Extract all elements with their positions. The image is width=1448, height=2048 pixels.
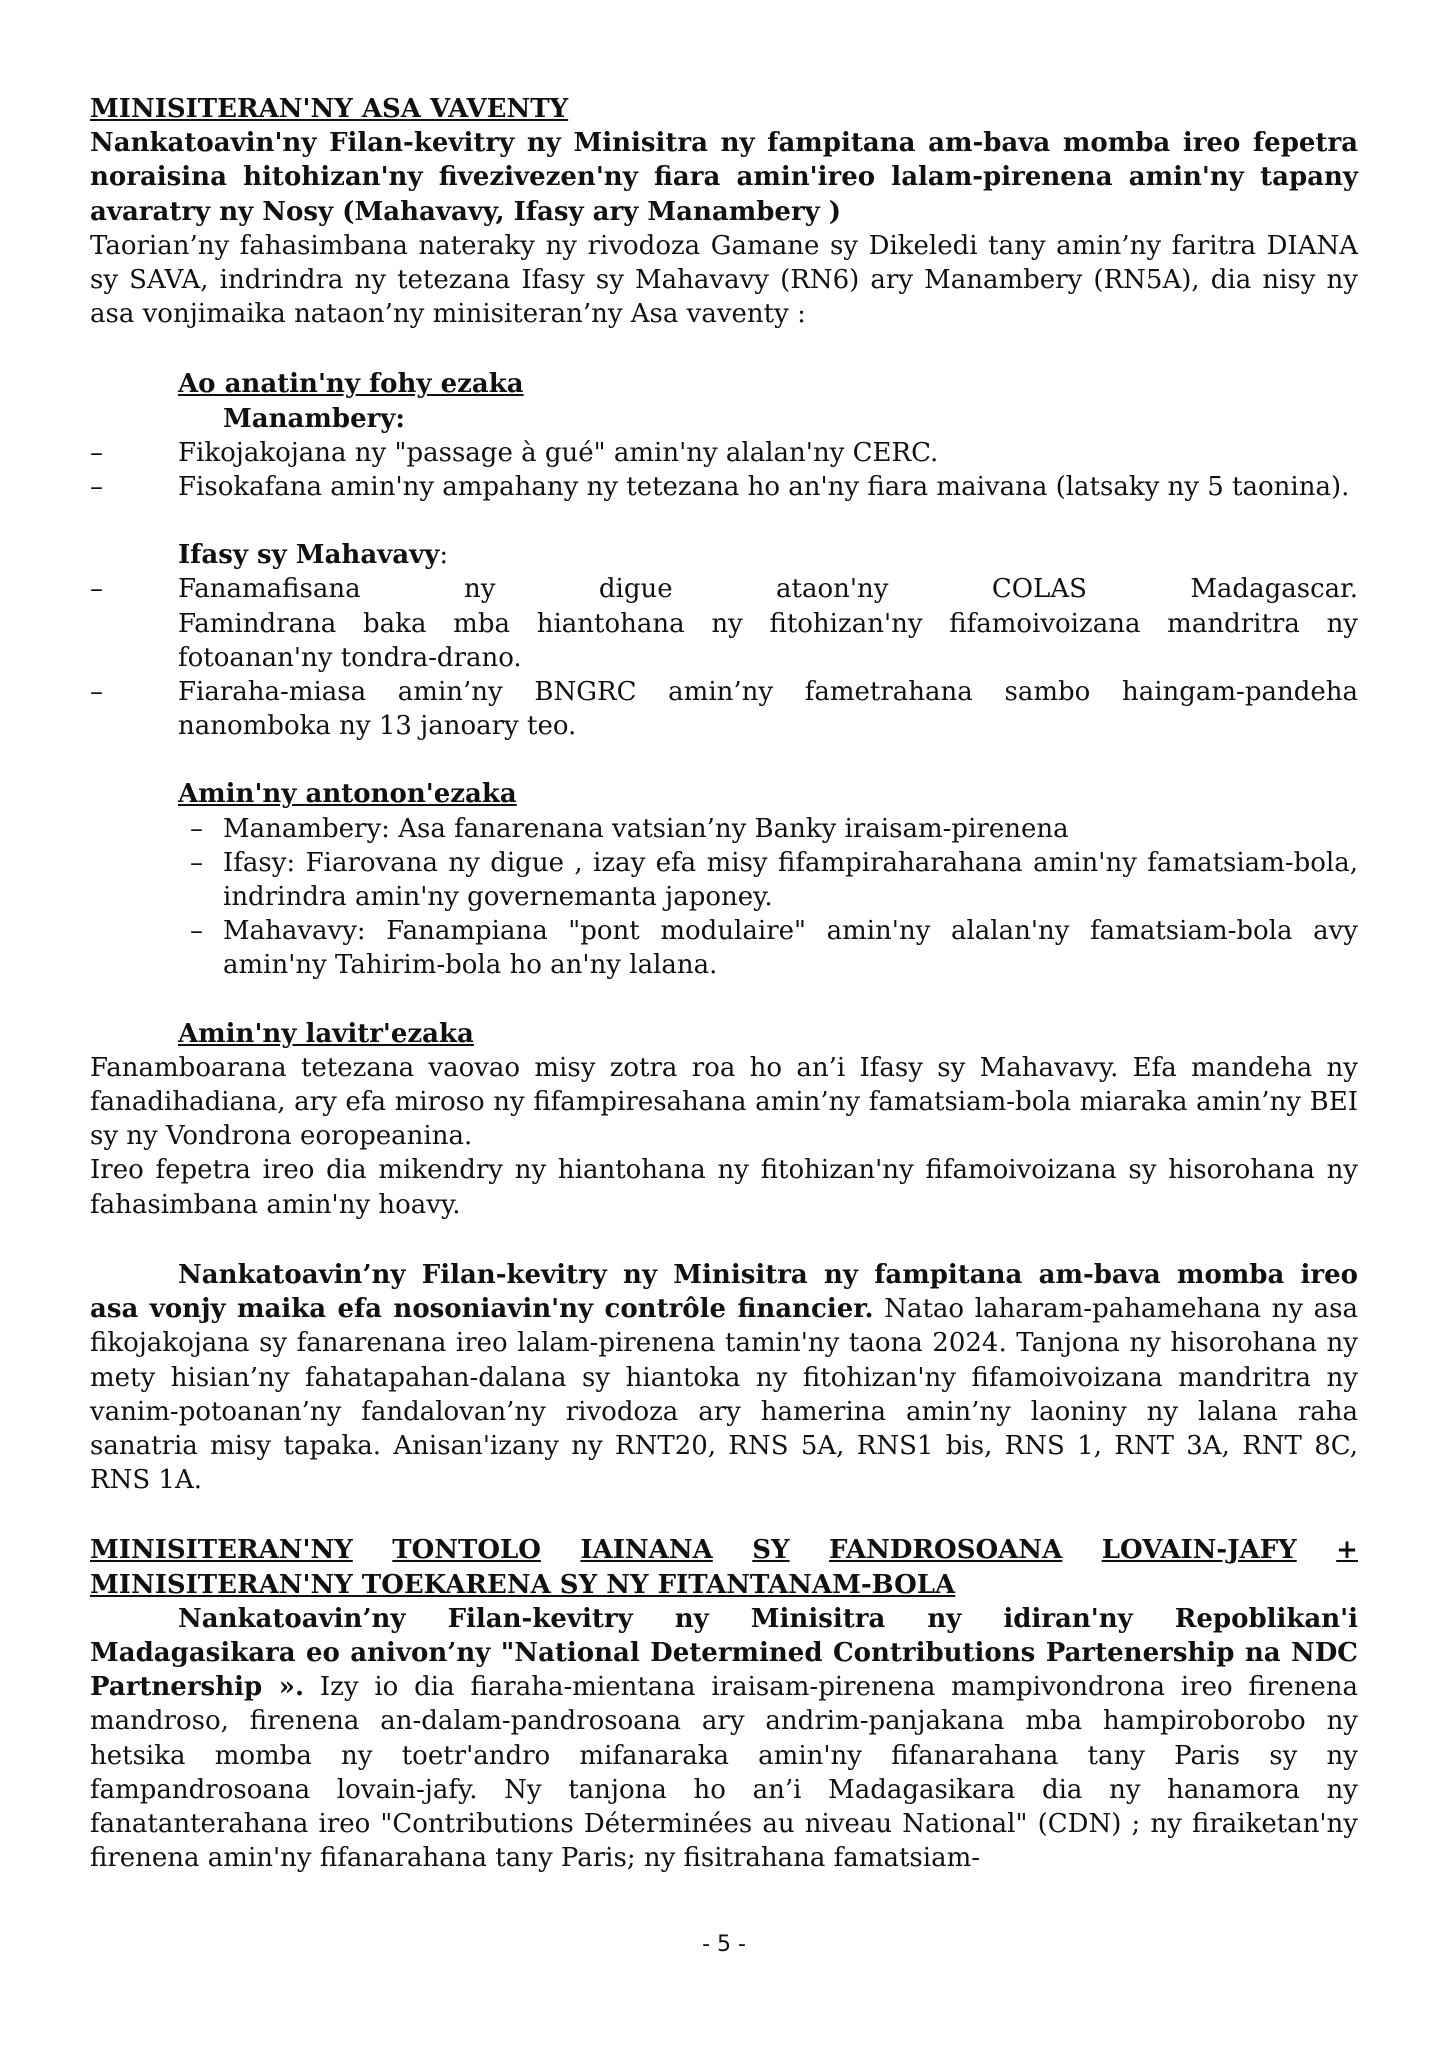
subsection-title-medium-term: Amin'ny antonon'ezaka <box>178 779 517 810</box>
section-title-asa-vaventy: MINISITERAN'NY ASA VAVENTY <box>90 94 569 124</box>
ifasy-mahavavy-list <box>90 572 1358 743</box>
section-title-environment-line1 <box>90 1533 1358 1567</box>
list-item-continuation: Famindrana baka mba hiantohana ny fitohizan'ny fifamoivoizana mandritra ny fotoanan'ny tondra-drano. <box>178 608 1358 673</box>
long-term-conclusion: Ireo fepetra ireo dia mikendry ny hiantohana ny fitohizan'ny fifamoivoizana sy hisorohana ny fahasimbana amin'ny hoavy. <box>90 1155 1358 1220</box>
list-item: – Fiaraha-miasa amin’ny BNGRC amin’ny fametrahana sambo haingam-pandeha nanomboka ny 13 janoary teo. <box>90 675 1358 743</box>
word: SY <box>752 1535 790 1566</box>
section-title-environment-line2: MINISITERAN'NY TOEKARENA SY NY FITANTANAM-BOLA <box>90 1569 956 1600</box>
decision-heading-roads: Nankatoavin'ny Filan-kevitry ny Minisitra ny fampitana am-bava momba ireo fepetra noraisina hitohizan'ny fivezivezen'ny fiara amin'ireo lalam-pirenena amin'ny tapany avaratry ny Nosy (Mahavavy, Ifasy ary Manambery ) <box>90 128 1358 227</box>
ndc-partnership-paragraph <box>90 1602 1358 1876</box>
long-term-paragraph: Fanamboarana tetezana vaovao misy zotra roa ho an’i Ifasy sy Mahavavy. Efa mandeha ny fanadihadiana, ary efa miroso ny fifampiresahana amin’ny famatsiam-bola miaraka amin’ny BEI sy ny Vondrona eoropeanina. <box>90 1052 1358 1152</box>
page-content <box>90 92 1358 1875</box>
word: FANDROSOANA <box>829 1535 1063 1566</box>
medium-term-list <box>90 812 1358 983</box>
list-item: – Fisokafana amin'ny ampahany ny tetezana ho an'ny fiara maivana (latsaky ny 5 taonina). <box>90 470 1358 504</box>
word: ny <box>464 574 496 605</box>
word: IAINANA <box>580 1535 713 1566</box>
word: – Fanamafisana <box>178 574 361 605</box>
word: ataon'ny <box>776 574 889 605</box>
word: TONTOLO <box>392 1535 541 1566</box>
subsection-title-long-term: Amin'ny lavitr'ezaka <box>178 1018 474 1049</box>
word: MINISITERAN'NY <box>90 1535 353 1566</box>
justified-line <box>178 572 1358 606</box>
decision-heading-ndc: Nankatoavin’ny Filan-kevitry ny Minisitra ny idiran'ny Repoblikan'i Madagasikara eo anivon’ny "National Determined Contributions Partenership na NDC Partnership ». <box>90 1603 1358 1703</box>
financial-control-paragraph <box>90 1258 1358 1497</box>
location-label-colon: : <box>439 540 449 571</box>
financial-control-text: Natao laharam-pahamehana ny asa fikojakojana sy fanarenana ireo lalam-pirenena tamin'ny taona 2024. Tanjona ny hisorohana ny mety hisian’ny fahatapahan-dalana sy hiantoka ny fitohizan'ny fifamoivoizana mandritra ny vanim-potoanan’ny fandalovan’ny rivodoza ary hamerina amin’ny laoniny ny lalana raha sanatria misy tapaka. Anisan'izany ny RNT20, RNS 5A, RNS1 bis, RNS 1, RNT 3A, RNT 8C, RNS 1A. <box>90 1294 1358 1496</box>
list-item: – Ifasy: Fiarovana ny digue , izay efa misy fifampiraharahana amin'ny famatsiam-bola, indrindra amin'ny governemanta japoney. <box>90 846 1358 914</box>
manambery-list <box>90 436 1358 504</box>
ndc-partnership-text: Izy io dia fiaraha-mientana iraisam-pirenena mampivondrona ireo firenena mandroso, firenena an-dalam-pandrosoana ary andrim-panjakana mba hampiroborobo ny hetsika momba ny toetr'andro mifanaraka amin'ny fifanarahana tany Paris sy ny fampandrosoana lovain-jafy. Ny tanjona ho an’i Madagasikara dia ny hanamora ny fanatanterahana ireo "Contributions Déterminées au niveau National" (CDN) ; ny firaiketan'ny firenena amin'ny fifanarahana tany Paris; ny fisitrahana famatsiam- <box>90 1672 1358 1874</box>
subsection-title-short-term: Ao anatin'ny fohy ezaka <box>178 369 524 400</box>
location-label-ifasy-mahavavy <box>90 538 1358 572</box>
word: + <box>1336 1535 1358 1566</box>
page-number: - 5 - <box>702 1932 746 1957</box>
list-item <box>90 572 1358 675</box>
word: LOVAIN-JAFY <box>1101 1535 1297 1566</box>
word: digue <box>598 574 673 605</box>
word: Madagascar. <box>1190 574 1358 605</box>
word: COLAS <box>991 574 1087 605</box>
intro-paragraph: Taorian’ny fahasimbana nateraky ny rivodoza Gamane sy Dikeledi tany amin’ny faritra DIANA sy SAVA, indrindra ny tetezana Ifasy sy Mahavavy (RN6) ary Manambery (RN5A), dia nisy ny asa vonjimaika nataon’ny minisiteran’ny Asa vaventy : <box>90 230 1358 330</box>
list-item: – Manambery: Asa fanarenana vatsian’ny Banky iraisam-pirenena <box>90 812 1358 846</box>
location-label-manambery: Manambery: <box>223 403 406 434</box>
decision-heading-financial-control: Nankatoavin’ny Filan-kevitry ny Minisitra ny fampitana am-bava momba ireo asa vonjy maika efa nosoniavin'ny contrôle financier. <box>90 1259 1358 1325</box>
list-item: – Fikojakojana ny "passage à gué" amin'ny alalan'ny CERC. <box>90 436 1358 470</box>
location-label-text: Ifasy sy Mahavavy <box>178 540 440 571</box>
list-item: – Mahavavy: Fanampiana "pont modulaire" amin'ny alalan'ny famatsiam-bola avy amin'ny Tahirim-bola ho an'ny lalana. <box>90 914 1358 982</box>
